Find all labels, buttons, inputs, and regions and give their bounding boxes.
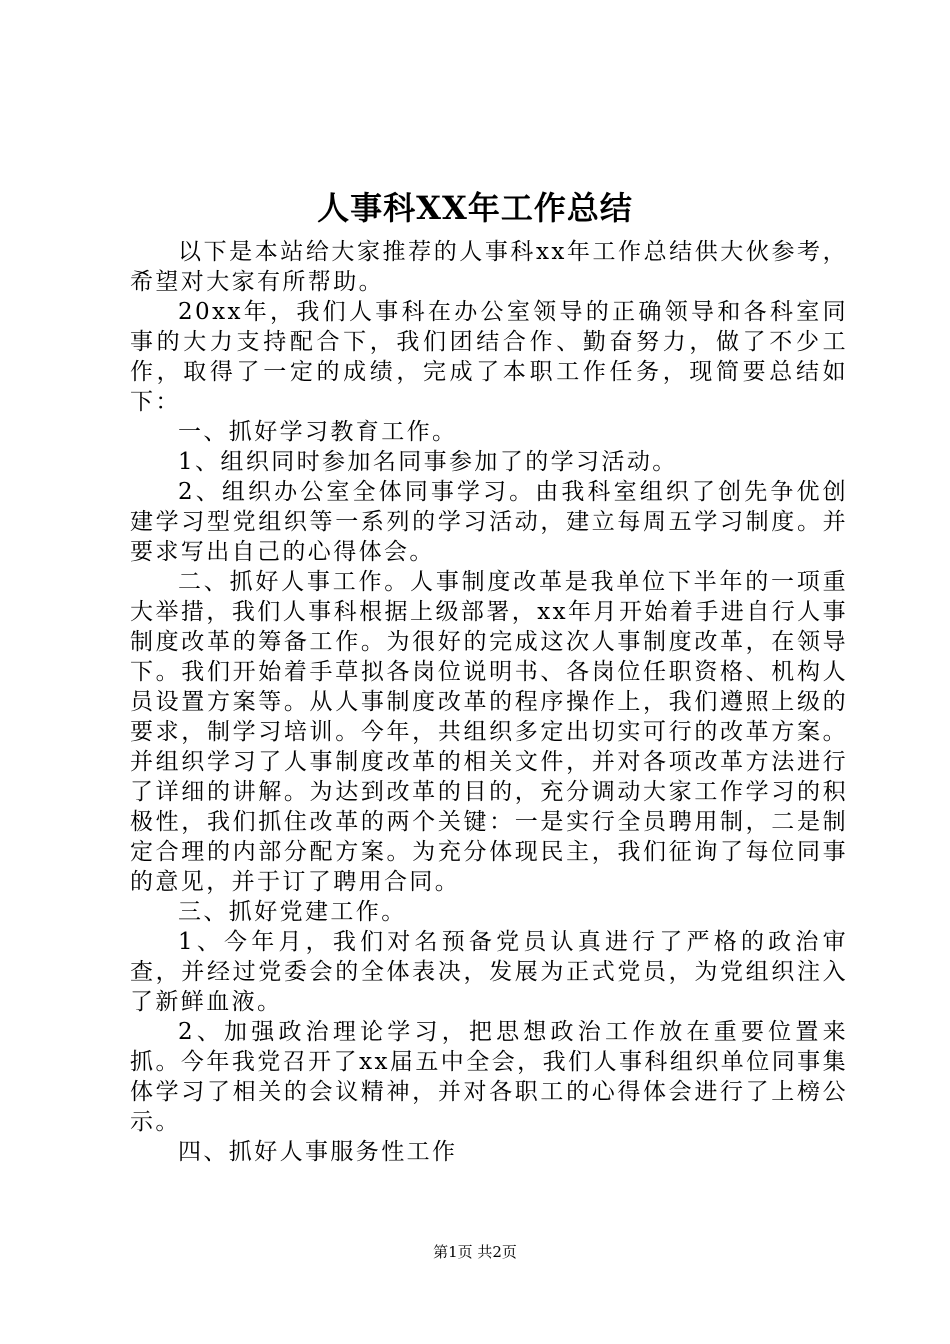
- section-heading-3: 三、抓好党建工作。: [178, 899, 407, 925]
- paragraph-summary: 20xx年，我们人事科在办公室领导的正确领导和各科室同事的大力支持配合下，我们团结合作、勤奋努力，做了不少工作，取得了一定的成绩，完成了本职工作任务，现简要总结如下：: [130, 299, 848, 415]
- section-heading-4: 四、抓好人事服务性工作: [178, 1139, 458, 1165]
- list-item: 2、加强政治理论学习，把思想政治工作放在重要位置来抓。今年我党召开了xx届五中全会，我们人事科组织单位同事集体学习了相关的会议精神，并对各职工的心得体会进行了上榜公示。: [130, 1019, 848, 1135]
- list-item: 1、组织同时参加名同事参加了的学习活动。: [178, 449, 678, 475]
- document-title: 人事科XX年工作总结: [317, 189, 633, 227]
- paragraph-intro: 以下是本站给大家推荐的人事科xx年工作总结供大伙参考，希望对大家有所帮助。: [130, 239, 848, 295]
- list-item: 1、今年月，我们对名预备党员认真进行了严格的政治审查，并经过党委会的全体表决，发展为正式党员，为党组织注入了新鲜血液。: [130, 929, 848, 1015]
- list-item: 2、组织办公室全体同事学习。由我科室组织了创先争优创建学习型党组织等一系列的学习活动，建立每周五学习制度。并要求写出自己的心得体会。: [130, 479, 848, 565]
- section-paragraph-2: 二、抓好人事工作。人事制度改革是我单位下半年的一项重大举措，我们人事科根据上级部署，xx年月开始着手进自行人事制度改革的筹备工作。为很好的完成这次人事制度改革，在领导下。我们开始着手草拟各岗位说明书、各岗位任职资格、机构人员设置方案等。从人事制度改革的程序操作上，我们遵照上级的要求，制学习培训。今年，共组织多定出切实可行的改革方案。并组织学习了人事制度改革的相关文件，并对各项改革方法进行了详细的讲解。为达到改革的目的，充分调动大家工作学习的积极性，我们抓住改革的两个关键：一是实行全员聘用制，二是制定合理的内部分配方案。为充分体现民主，我们征询了每位同事的意见，并于订了聘用合同。: [130, 569, 848, 895]
- section-heading-1: 一、抓好学习教育工作。: [178, 419, 458, 445]
- document-body: [130, 237, 848, 1167]
- page-footer: 第1页 共2页: [433, 1243, 517, 1261]
